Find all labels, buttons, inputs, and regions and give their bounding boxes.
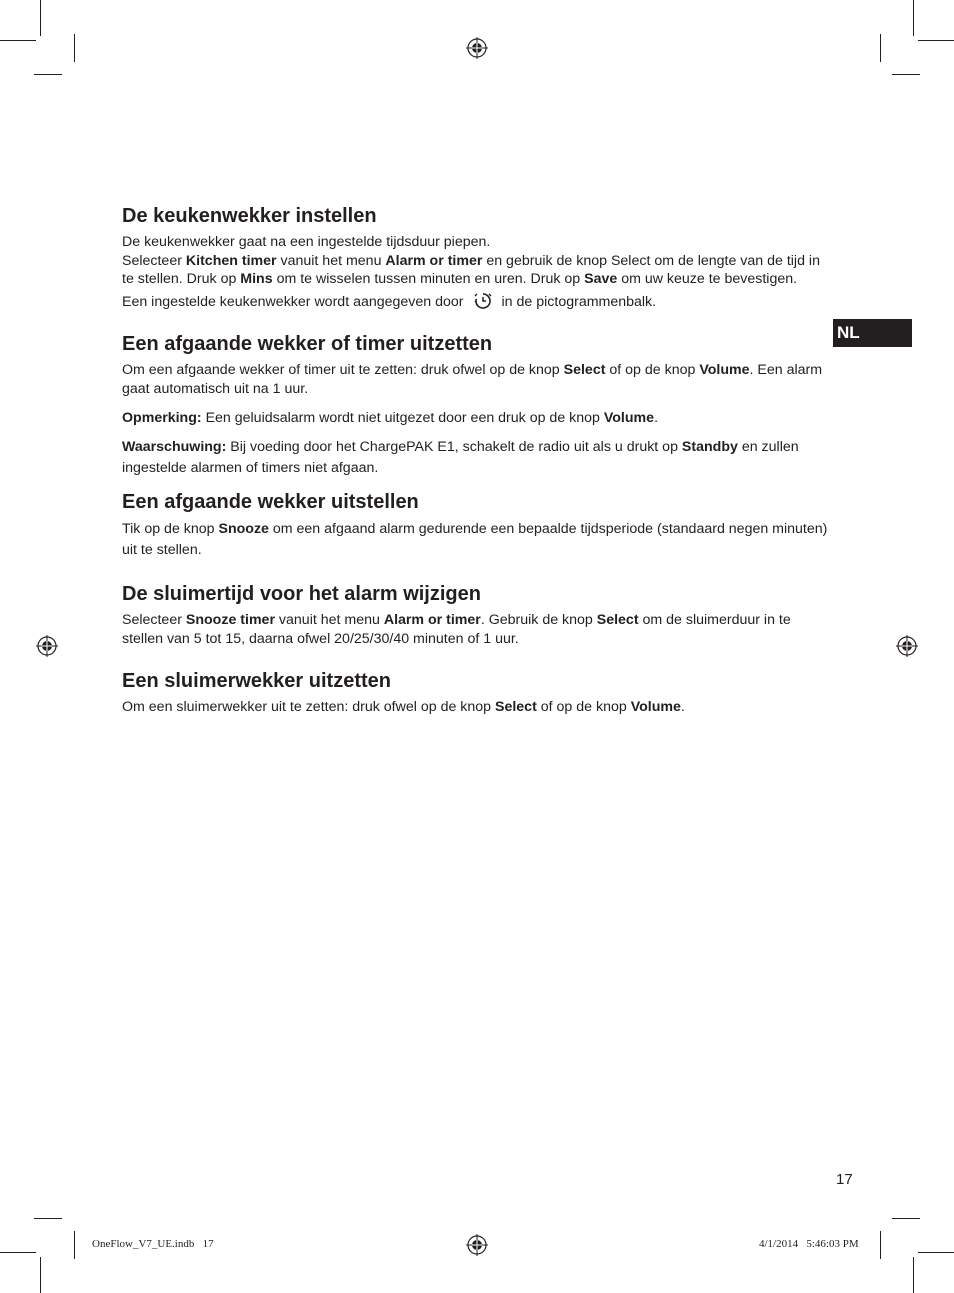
registration-mark-icon: [466, 37, 488, 59]
paragraph: Selecteer Kitchen timer vanuit het menu Alarm or timer en gebruik de knop Select om de lengte van de tijd in te stellen. Druk op Mins om te wisselen tussen minuten en uren. Druk op Save om uw keuze te bevestigen.: [122, 252, 820, 288]
crop-mark: [34, 74, 62, 75]
paragraph: Selecteer Snooze timer vanuit het menu Alarm or timer. Gebruik de knop Select om de sluimerduur in te stellen van 5 tot 15, daarna ofwel 20/25/30/40 minuten of 1 uur.: [122, 612, 791, 647]
section-snooze-off: [122, 668, 834, 717]
page-number: 17: [836, 1171, 853, 1188]
crop-mark: [880, 34, 881, 62]
footer-datetime: 4/1/2014 5:46:03 PM: [759, 1238, 859, 1250]
section-title: Een sluimerwekker uitzetten: [122, 670, 391, 693]
crop-mark: [40, 0, 41, 36]
section-alarm-off: [122, 331, 834, 479]
warning-paragraph: Waarschuwing: Bij voeding door het ChargePAK E1, schakelt de radio uit als u drukt op Standby en zullen ingestelde alarmen of timers niet afgaan.: [122, 439, 799, 477]
crop-mark: [40, 1257, 41, 1293]
note-paragraph: Opmerking: Een geluidsalarm wordt niet uitgezet door een druk op de knop Volume.: [122, 409, 659, 426]
registration-mark-icon: [896, 635, 918, 657]
crop-mark: [913, 1257, 914, 1293]
registration-mark-icon: [36, 635, 58, 657]
crop-mark: [0, 40, 36, 41]
footer-file: OneFlow_V7_UE.indb 17: [92, 1238, 214, 1250]
section-snooze: [122, 489, 834, 561]
section-snooze-time: [122, 581, 834, 648]
crop-mark: [0, 1252, 36, 1253]
section-title: Een afgaande wekker uitstellen: [122, 491, 419, 514]
crop-mark: [913, 0, 914, 36]
crop-mark: [34, 1218, 62, 1219]
crop-mark: [892, 1218, 920, 1219]
paragraph: Om een sluimerwekker uit te zetten: druk ofwel op de knop Select of op de knop Volume.: [122, 699, 685, 716]
paragraph: Om een afgaande wekker of timer uit te zetten: druk ofwel op de knop Select of op de knop Volume. Een alarm gaat automatisch uit na 1 uur.: [122, 362, 823, 397]
paragraph: De keukenwekker gaat na een ingestelde tijdsduur piepen.: [122, 234, 491, 250]
section-kitchen-timer: [122, 203, 834, 311]
section-title: De sluimertijd voor het alarm wijzigen: [122, 583, 481, 606]
section-title: De keukenwekker instellen: [122, 205, 377, 227]
crop-mark: [918, 1252, 954, 1253]
crop-mark: [74, 1231, 75, 1259]
crop-mark: [880, 1231, 881, 1259]
paragraph: Een ingestelde keukenwekker wordt aangegeven door in de pictogrammenbalk.: [122, 293, 657, 310]
registration-mark-icon: [466, 1234, 488, 1256]
section-title: Een afgaande wekker of timer uitzetten: [122, 333, 493, 356]
crop-mark: [74, 34, 75, 62]
paragraph: Tik op de knop Snooze om een afgaand alarm gedurende een bepaalde tijdsperiode (standaard negen minuten) uit te stellen.: [122, 521, 828, 559]
page-content: [122, 203, 834, 717]
crop-mark: [892, 74, 920, 75]
language-tab: NL: [833, 319, 912, 347]
kitchen-timer-icon: [472, 292, 494, 310]
crop-mark: [918, 40, 954, 41]
